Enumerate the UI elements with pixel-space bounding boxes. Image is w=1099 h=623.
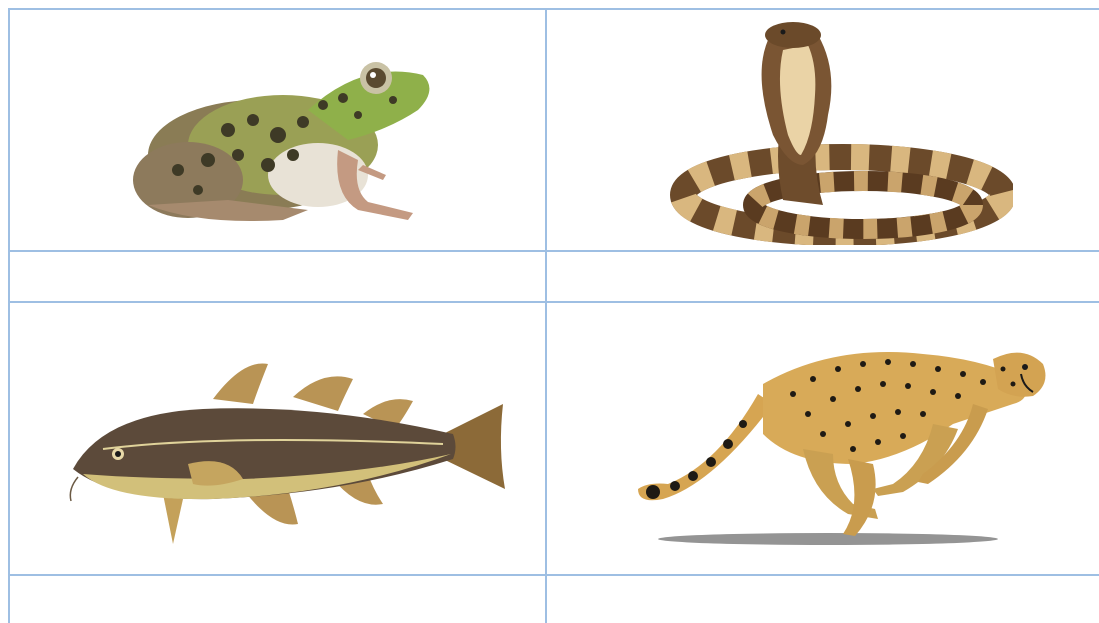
table-cell-label: [10, 252, 545, 301]
table-cell-cheetah: [547, 303, 1099, 574]
table-cell-label: [547, 252, 1099, 301]
table-cell-frog: [10, 10, 545, 250]
table-cell-label: [547, 576, 1099, 623]
cod-fish-image: [43, 329, 513, 549]
table-cell-label: [10, 576, 545, 623]
cobra-image: [633, 15, 1013, 245]
cheetah-image: [593, 324, 1053, 554]
table-cell-cobra: [547, 10, 1099, 250]
frog-image: [108, 30, 448, 230]
table-cell-fish: [10, 303, 545, 574]
